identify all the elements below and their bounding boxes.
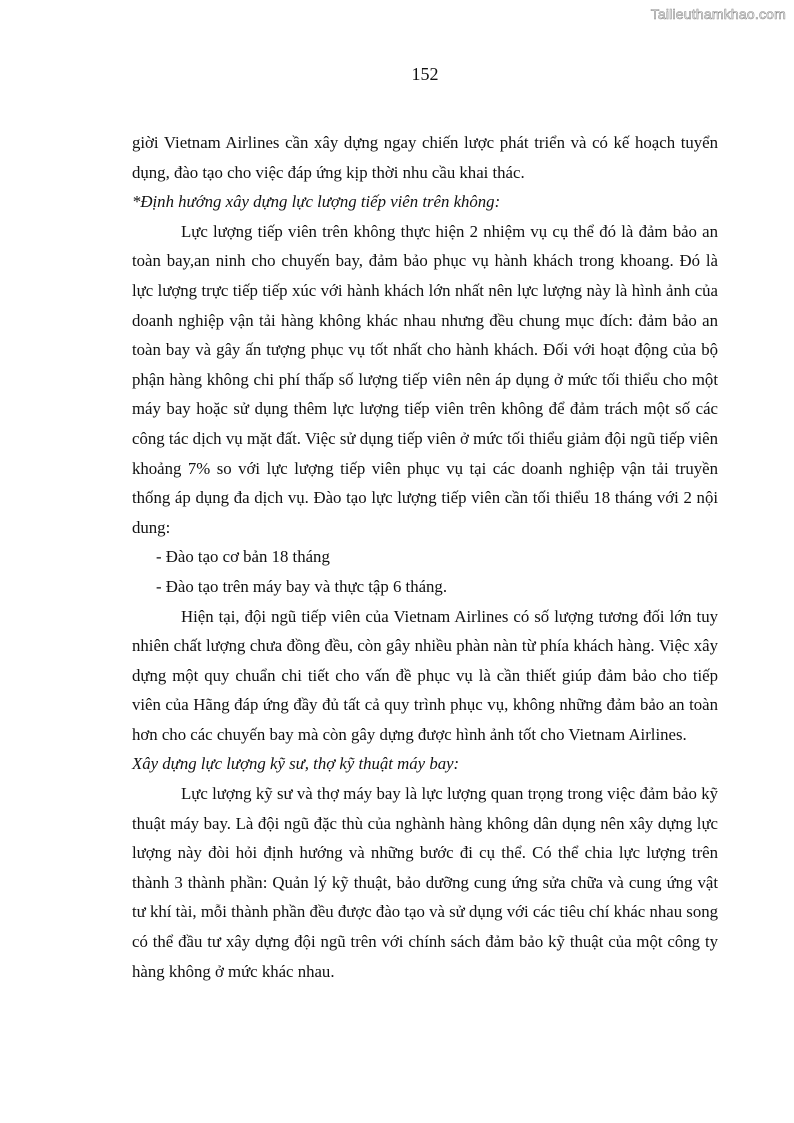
watermark-text: Tailieuthamkhao.com — [650, 6, 786, 22]
paragraph-current-crew: Hiện tại, đội ngũ tiếp viên của Vietnam Airlines có số lượng tương đối lớn tuy nhiên chất lượng chưa đồng đều, còn gây nhiều phàn nàn từ phía khách hàng. Việc xây dựng một quy chuẩn chi tiết cho vấn đề phục vụ là cần thiết giúp đảm bảo cho tiếp viên của Hãng đáp ứng đầy đủ tất cả quy trình phục vụ, không những đảm bảo an toàn hơn cho các chuyến bay mà còn gây dựng được hình ảnh tốt cho Vietnam Airlines. — [132, 606, 718, 744]
list-item-onboard-training: - Đào tạo trên máy bay và thực tập 6 tháng. — [156, 576, 448, 596]
section-heading-flight-attendants: *Định hướng xây dựng lực lượng tiếp viên trên không: — [132, 192, 501, 212]
paragraph-intro-continuation: giời Vietnam Airlines cần xây dựng ngay chiến lược phát triển và có kế hoạch tuyển dụng, đào tạo cho việc đáp ứng kịp thời nhu cầu khai thác. — [132, 133, 718, 182]
list-item-basic-training: - Đào tạo cơ bản 18 tháng — [156, 547, 330, 567]
paragraph-engineers: Lực lượng kỹ sư và thợ máy bay là lực lượng quan trọng trong việc đảm bảo kỹ thuật máy bay. Là đội ngũ đặc thù của nghành hàng không dân dụng nên xây dựng lực lượng này đòi hỏi định hướng và những bước đi cụ thể. Có thể chia lực lượng trên thành 3 thành phần: Quản lý kỹ thuật, bảo dưỡng cung ứng sửa chữa và cung ứng vật tư khí tài, mỗi thành phần đều được đào tạo và sử dụng với các tiêu chí khác nhau song có thể đầu tư xây dựng đội ngũ trên với chính sách đảm bảo kỹ thuật của một công ty hàng không ở mức khác nhau. — [132, 784, 718, 981]
page-number: 152 — [411, 64, 439, 84]
document-body — [132, 128, 718, 986]
section-heading-engineers: Xây dựng lực lượng kỹ sư, thợ kỹ thuật máy bay: — [132, 754, 460, 774]
paragraph-flight-attendants: Lực lượng tiếp viên trên không thực hiện 2 nhiệm vụ cụ thể đó là đảm bảo an toàn bay,an ninh cho chuyến bay, đảm bảo phục vụ hành khách trong khoang. Đó là lực lượng trực tiếp tiếp xúc với hành khách lớn nhất nên lực lượng này là hình ảnh của doanh nghiệp vận tải hàng không khác nhau nhưng đều chung mục đích: đảm bảo an toàn bay và gây ấn tượng phục vụ tốt nhất cho hành khách. Đối với hoạt động của bộ phận hàng không chi phí thấp số lượng tiếp viên nên áp dụng ở mức tối thiểu cho một máy bay hoặc sử dụng thêm lực lượng tiếp viên trên không để đảm trách một số các công tác dịch vụ mặt đất. Việc sử dụng tiếp viên ở mức tối thiểu giảm đội ngũ tiếp viên khoảng 7% so với lực lượng tiếp viên phục vụ tại các doanh nghiệp vận tải truyền thống áp dụng đa dịch vụ. Đào tạo lực lượng tiếp viên cần tối thiểu 18 tháng với 2 nội dung: — [132, 221, 718, 537]
